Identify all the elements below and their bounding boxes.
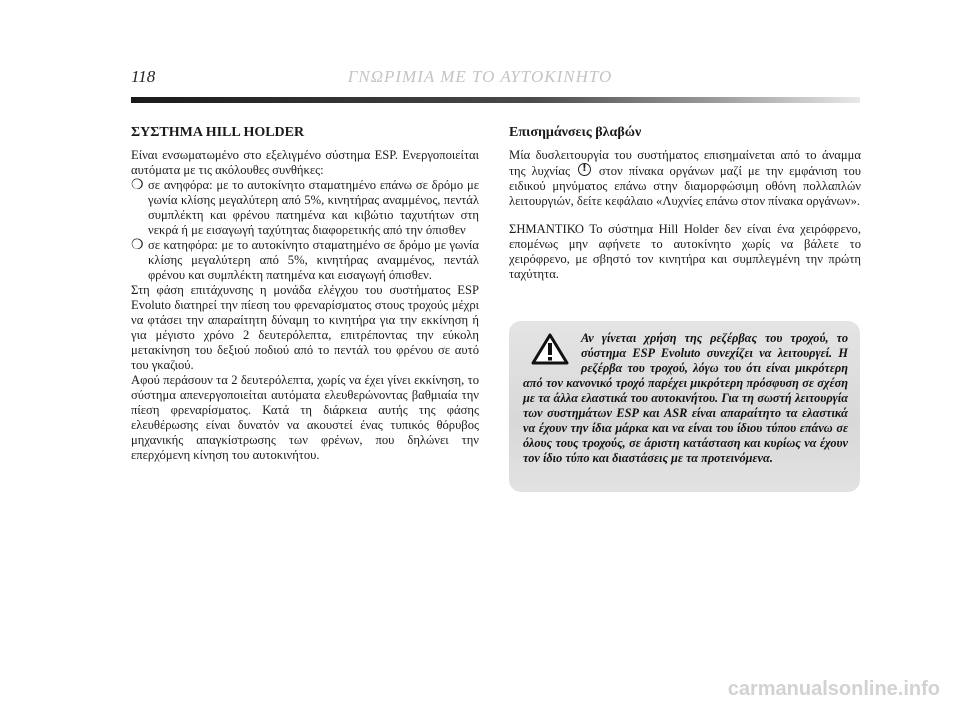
esp-warning-lamp-icon — [578, 163, 591, 176]
fault-text-start: Μία δυσλειτουργία του συστήματος επισημαίνεται από το άναμμα της λυχνίας — [509, 148, 861, 178]
list-item-text: σε κατηφόρα: με το αυτοκίνητο σταματημένο σε δρόμο με γωνία κλίσης μεγαλύτερη από 5%, κινητήρας αναμμένος, πεντάλ φρένου και συμπλέκτη πατημένα και εισαγωγή όπισθεν. — [148, 238, 479, 282]
left-column — [131, 124, 479, 463]
conditions-list — [131, 178, 479, 283]
hill-holder-heading: ΣΥΣΤΗΜΑ HILL HOLDER — [131, 125, 305, 140]
warning-text: Αν γίνεται χρήση της ρεζέρβας του τροχού, το σύστημα ESP Evoluto συνεχίζει να λειτουργεί. Η ρεζέρβα του τροχού, λόγω του ότι είναι μικρότερη από τον κανονικό τροχό παρέχει μικρότερη πρόσφυση σε σχέση με τα άλλα ελαστικά του αυτοκινήτου. Για τη σωστή λειτουργία των συστημάτων ESP και ASR είναι απαραίτητο τα ελαστικά να έχουν την ίδια μάρκα και να είναι του ίδιου τύπου επάνω σε όλους τους τροχούς, σε άριστη κατάσταση και κυρίως να έχουν τον ίδιο τύπο και διαστάσεις με τα προτεινόμενα. — [523, 331, 848, 465]
watermark: carmanualsonline.info — [727, 678, 940, 700]
list-item — [131, 178, 479, 238]
warning-triangle-icon — [531, 333, 569, 365]
fault-indication-heading: Επισημάνσεις βλαβών — [509, 125, 642, 140]
fault-text-end: στον πίνακα οργάνων μαζί με την εμφάνιση του ειδικού μηνύματος επάνω στην διαμορφώσιμη οθόνη πολλαπλών λειτουργιών, δείτε κεφάλαιο «Λυχνίες επάνω στον πίνακα οργάνων». — [509, 164, 862, 208]
fault-paragraph — [509, 148, 861, 209]
important-paragraph: ΣΗΜΑΝΤΙΚΟ Το σύστημα Hill Holder δεν είναι ένα χειρόφρενο, επομένως μην αφήνετε το αυτοκίνητο χωρίς να βάλετε το χειρόφρενο, με σβηστό τον κινητήρα και συμπλεγμένη την πρώτη ταχύτητα. — [509, 222, 861, 281]
right-column — [509, 124, 861, 282]
release-paragraph: Αφού περάσουν τα 2 δευτερόλεπτα, χωρίς να έχει γίνει εκκίνηση, το σύστημα απενεργοποιείται αυτόματα ελευθερώνοντας βαθμιαία την πίεση φρεναρίσματος. Κατά τη διάρκεια αυτής της φάσης ελευθέρωσης είναι δυνατόν να ακουστεί ένας τυπικός θόρυβος μηχανικής απαγκίστρωσης των φρένων, που δηλώνει την επερχόμενη κίνηση του αυτοκινήτου. — [131, 373, 479, 462]
list-item — [131, 238, 479, 283]
warning-box — [509, 321, 860, 492]
circle-bullet-icon: ❍ — [131, 238, 144, 253]
acceleration-paragraph: Στη φάση επιτάχυνσης η μονάδα ελέγχου του συστήματος ESP Evoluto διατηρεί την πίεση του φρεναρίσματος στους τροχούς μέχρι να φτάσει την απαραίτητη δύναμη το κινητήρα για την εκκίνηση ή για μέγιστο χρόνο 2 δευτερόλεπτα, επιτρέποντας την εύκολη μετακίνηση του δεξιού ποδιού από το πεντάλ του φρένου σε αυτό του γκαζιού. — [131, 283, 479, 372]
circle-bullet-icon: ❍ — [131, 178, 144, 193]
paragraph-spacer — [509, 209, 861, 222]
intro-paragraph: Είναι ενσωματωμένο στο εξελιγμένο σύστημα ESP. Ενεργοποιείται αυτόματα με τις ακόλουθες συνθήκες: — [131, 148, 479, 177]
page-number: 118 — [131, 67, 156, 86]
running-header-title: ΓΝΩΡΙΜΙΑ ΜΕ ΤΟ ΑΥΤΟΚΙΝΗΤΟ — [347, 67, 613, 86]
list-item-text: σε ανηφόρα: με το αυτοκίνητο σταματημένο επάνω σε δρόμο με γωνία κλίσης μεγαλύτερη από 5%, κινητήρας αναμμένος, πεντάλ συμπλέκτη και φρένου πατημένα και κιβώτιο ταχυτήτων στη νεκρά ή με εισαγωγή ταχύτητας διαφορετικής από την όπισθεν — [148, 178, 479, 237]
header-rule — [131, 97, 860, 103]
